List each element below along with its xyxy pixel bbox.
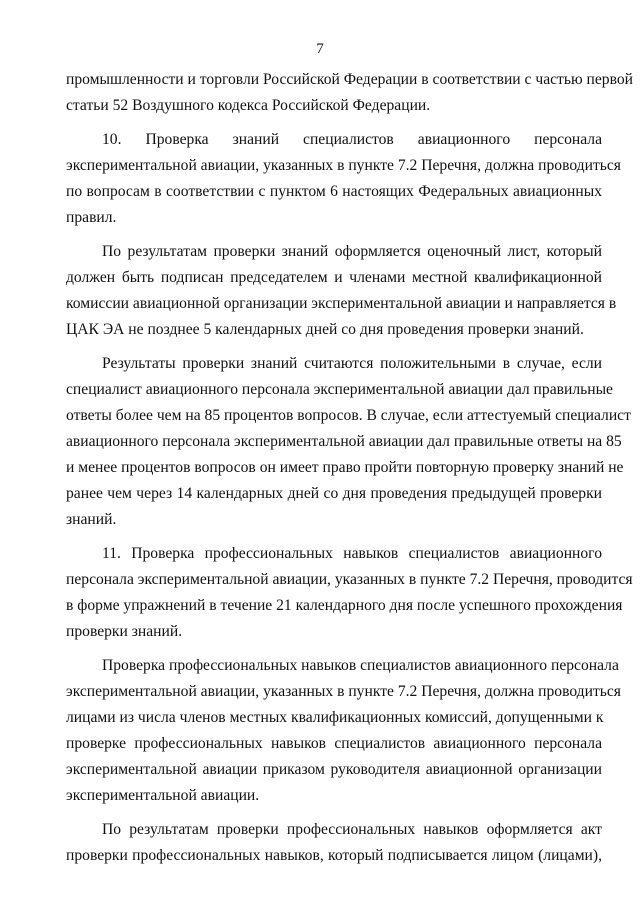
paragraph-line: проверки знаний. (66, 623, 183, 640)
paragraph-line: специалист авиационного персонала экспериментальной авиации дал правильные (66, 381, 613, 398)
paragraph-line: комиссии авиационной организации экспериментальной авиации и направляется в (66, 295, 617, 312)
paragraph-line: 10. Проверка знаний специалистов авиационного персонала (102, 131, 602, 148)
paragraph-2 (66, 239, 617, 343)
paragraph-line: Результаты проверки знаний считаются положительными в случае, если (102, 355, 602, 372)
paragraph-line: экспериментальной авиации, указанных в пункте 7.2 Перечня, должна проводиться (66, 683, 621, 700)
paragraph-line: должен быть подписан председателем и членами местной квалификационной (66, 269, 602, 286)
paragraph-line: по вопросам в соответствии с пунктом 6 настоящих Федеральных авиационных (66, 183, 602, 200)
paragraph-line: авиационного персонала экспериментальной авиации дал правильные ответы на 85 (66, 433, 622, 450)
paragraph-line: экспериментальной авиации. (66, 787, 260, 804)
paragraph-line: ответы более чем на 85 процентов вопросов. В случае, если аттестуемый специалист (66, 407, 631, 424)
paragraph-0 (66, 67, 633, 119)
paragraph-line: проверки профессиональных навыков, который подписывается лицом (лицами), (66, 847, 602, 864)
paragraph-line: ЦАК ЭА не позднее 5 календарных дней со дня проведения проверки знаний. (66, 321, 584, 338)
paragraph-line: персонала экспериментальной авиации, указанных в пункте 7.2 Перечня, проводится (66, 571, 633, 588)
paragraph-line: 11. Проверка профессиональных навыков специалистов авиационного (102, 545, 602, 562)
paragraph-line: статьи 52 Воздушного кодекса Российской Федерации. (66, 97, 431, 114)
paragraph-1 (66, 127, 621, 231)
paragraph-line: По результатам проверки профессиональных навыков оформляется акт (102, 821, 602, 838)
paragraph-line: экспериментальной авиации приказом руководителя авиационной организации (66, 761, 602, 778)
paragraph-line: экспериментальной авиации, указанных в пункте 7.2 Перечня, должна проводиться (66, 157, 621, 174)
paragraph-line: По результатам проверки знаний оформляется оценочный лист, который (102, 243, 602, 260)
paragraph-6 (66, 817, 602, 869)
paragraph-line: правил. (66, 209, 117, 226)
paragraph-5 (66, 653, 621, 809)
paragraph-line: проверке профессиональных навыков специалистов авиационного персонала (66, 735, 602, 752)
document-body (66, 67, 633, 869)
paragraph-line: и менее процентов вопросов он имеет право пройти повторную проверку знаний не (66, 459, 624, 476)
page-number: 7 (316, 41, 324, 57)
paragraph-line: в форме упражнений в течение 21 календарного дня после успешного прохождения (66, 597, 623, 614)
paragraph-line: промышленности и торговли Российской Федерации в соответствии с частью первой (66, 71, 633, 88)
paragraph-line: Проверка профессиональных навыков специалистов авиационного персонала (102, 657, 619, 674)
paragraph-4 (66, 541, 633, 645)
paragraph-line: знаний. (66, 511, 117, 528)
paragraph-3 (66, 351, 631, 533)
paragraph-line: ранее чем через 14 календарных дней со дня проведения предыдущей проверки (66, 485, 602, 502)
paragraph-line: лицами из числа членов местных квалификационных комиссий, допущенными к (66, 709, 604, 726)
